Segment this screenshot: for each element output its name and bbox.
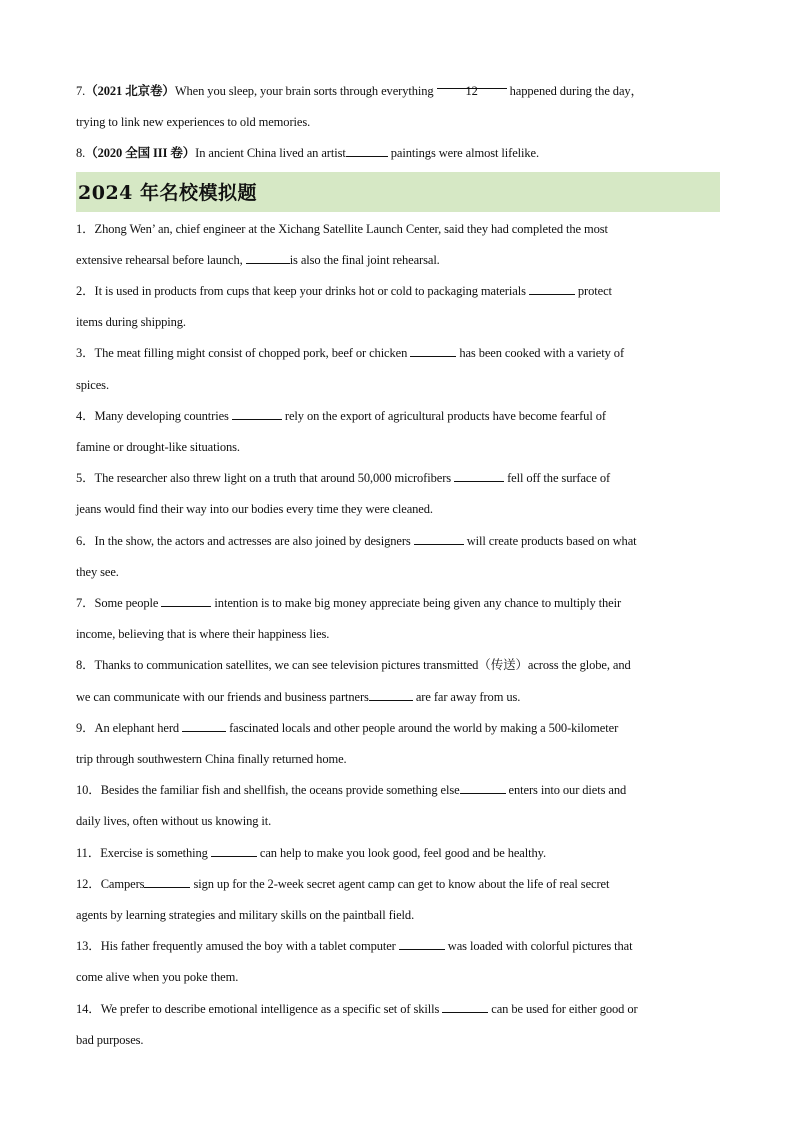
- item-text: happened during the day，: [506, 84, 643, 98]
- item-number: 8.: [76, 146, 86, 161]
- answer-blank[interactable]: [182, 719, 226, 732]
- item-text: can help to make you look good, feel good and be healthy.: [256, 845, 547, 860]
- answer-blank[interactable]: [346, 144, 388, 157]
- item-text: are far away from us.: [412, 689, 521, 704]
- item-text: was loaded with colorful pictures that: [444, 939, 633, 954]
- section-title: 2024 年名校模拟题: [78, 182, 257, 205]
- item-source: （2021 北京卷）: [85, 84, 175, 98]
- item-text: 7．Some people: [76, 596, 162, 611]
- item-text: protect: [574, 284, 612, 299]
- answer-blank[interactable]: [144, 875, 190, 888]
- item-text: spices.: [76, 377, 109, 392]
- answer-blank[interactable]: [529, 282, 575, 295]
- item-text: daily lives, often without us knowing it.: [76, 814, 272, 829]
- prior-item-7: [76, 76, 720, 138]
- item-text: jeans would find their way into our bodies every time they were cleaned.: [76, 502, 433, 517]
- question-item: [76, 775, 720, 837]
- item-text: can be used for either good or: [488, 1001, 638, 1016]
- question-item: [76, 463, 720, 525]
- prior-item-8: [76, 138, 720, 169]
- question-item: [76, 713, 720, 775]
- answer-blank[interactable]: [161, 594, 211, 607]
- item-text: paintings were almost lifelike.: [387, 146, 540, 161]
- item-text: bad purposes.: [76, 1032, 144, 1047]
- item-text: 1．Zhong Wen’ an, chief engineer at the Xichang Satellite Launch Center, said they had completed the most: [76, 221, 608, 236]
- answer-blank[interactable]: [369, 688, 413, 701]
- answer-blank[interactable]: [246, 251, 290, 264]
- question-item: [76, 869, 720, 931]
- item-text: In ancient China lived an artist: [195, 146, 346, 161]
- item-text: 9．An elephant herd: [76, 720, 183, 735]
- item-text: 12．Campers: [76, 876, 145, 891]
- item-text: extensive rehearsal before launch,: [76, 252, 246, 267]
- question-item: [76, 401, 720, 463]
- question-item: [76, 276, 720, 338]
- worksheet-page: [76, 76, 720, 1056]
- answer-blank[interactable]: [460, 781, 506, 794]
- item-text: come alive when you poke them.: [76, 970, 239, 985]
- item-text: enters into our diets and: [505, 783, 627, 798]
- item-text: 11．Exercise is something: [76, 845, 211, 860]
- question-item: [76, 994, 720, 1056]
- item-text: 6．In the show, the actors and actresses are also joined by designers: [76, 533, 414, 548]
- item-text: famine or drought-like situations.: [76, 440, 240, 455]
- answer-blank[interactable]: [414, 532, 464, 545]
- question-item: [76, 338, 720, 400]
- question-item: [76, 526, 720, 588]
- item-text: 3．The meat filling might consist of chopped pork, beef or chicken: [76, 346, 411, 361]
- item-text: When you sleep, your brain sorts through everything: [174, 84, 437, 98]
- item-text: 5．The researcher also threw light on a truth that around 50,000 microfibers: [76, 471, 455, 486]
- question-item: [76, 931, 720, 993]
- item-text: fascinated locals and other people around the world by making a 500-kilometer: [226, 720, 619, 735]
- answer-blank[interactable]: [410, 344, 456, 357]
- question-item: [76, 214, 720, 276]
- item-number: 7.: [76, 84, 86, 98]
- item-text: items during shipping.: [76, 315, 186, 330]
- item-text: fell off the surface of: [504, 471, 611, 486]
- question-list: [76, 214, 720, 1056]
- item-text: 2．It is used in products from cups that keep your drinks hot or cold to packaging materials: [76, 284, 529, 299]
- item-text: rely on the export of agricultural products have become fearful of: [281, 408, 606, 423]
- answer-blank[interactable]: [211, 844, 257, 857]
- item-text: they see.: [76, 564, 119, 579]
- item-text: 13．His father frequently amused the boy with a tablet computer: [76, 939, 399, 954]
- item-text: 8．Thanks to communication satellites, we can see television pictures transmitted（传送）across the globe, and: [76, 658, 631, 673]
- item-text: income, believing that is where their happiness lies.: [76, 627, 330, 642]
- item-text: 4．Many developing countries: [76, 408, 232, 423]
- answer-blank[interactable]: [399, 937, 445, 950]
- item-source: （2020 全国 III 卷）: [85, 146, 196, 161]
- question-item: [76, 838, 720, 869]
- answer-blank[interactable]: 12: [437, 76, 507, 89]
- item-text: agents by learning strategies and military skills on the paintball field.: [76, 908, 415, 923]
- item-text: trip through southwestern China finally returned home.: [76, 752, 347, 767]
- question-item: [76, 650, 720, 712]
- item-text: intention is to make big money appreciate being given any chance to multiply their: [211, 596, 622, 611]
- item-text: has been cooked with a variety of: [456, 346, 625, 361]
- question-item: [76, 588, 720, 650]
- answer-blank[interactable]: [442, 1000, 488, 1013]
- item-text: is also the final joint rehearsal.: [289, 252, 440, 267]
- answer-blank[interactable]: [232, 407, 282, 420]
- item-text: sign up for the 2-week secret agent camp can get to know about the life of real secret: [190, 876, 610, 891]
- section-banner: [76, 172, 720, 212]
- answer-blank[interactable]: [454, 469, 504, 482]
- item-text: we can communicate with our friends and business partners: [76, 689, 369, 704]
- item-text: 10．Besides the familiar fish and shellfish, the oceans provide something else: [76, 783, 460, 798]
- item-text: 14．We prefer to describe emotional intelligence as a specific set of skills: [76, 1001, 443, 1016]
- item-text: will create products based on what: [463, 533, 637, 548]
- item-text: trying to link new experiences to old memories.: [76, 115, 311, 130]
